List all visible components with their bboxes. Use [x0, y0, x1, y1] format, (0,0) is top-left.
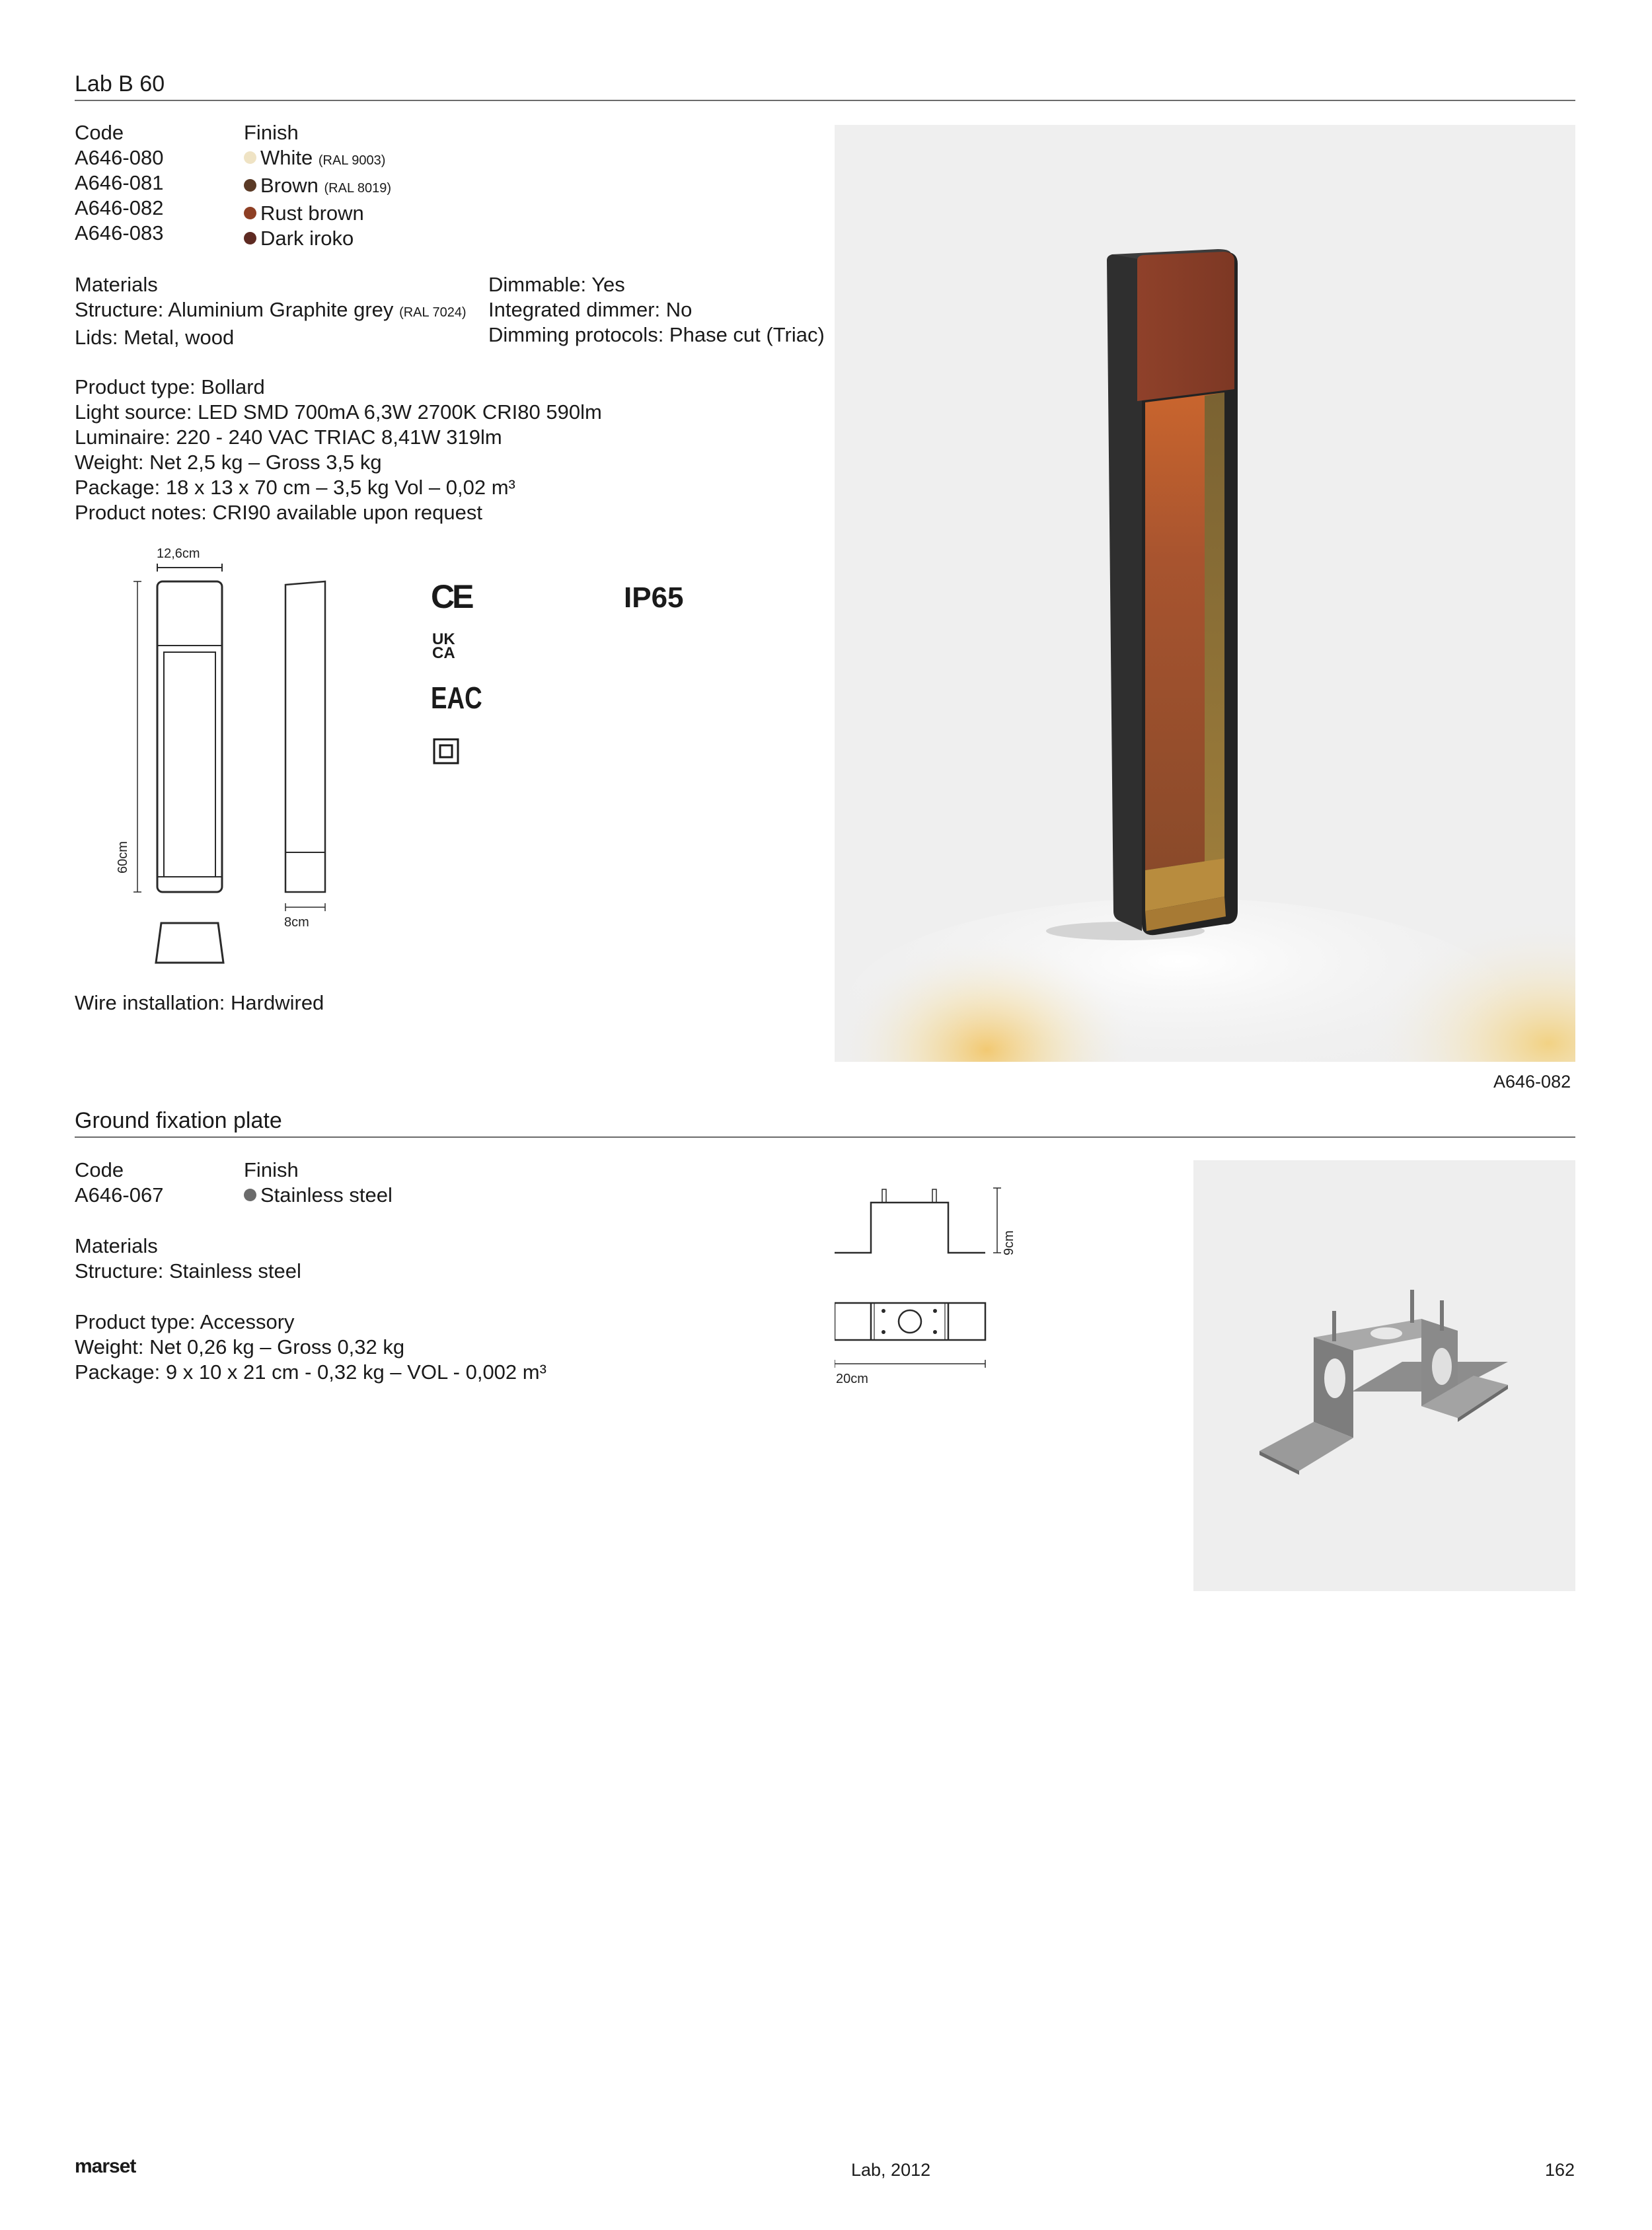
finish-label: Stainless steel	[260, 1183, 393, 1207]
accessory-materials	[75, 1234, 301, 1284]
code-header: Code	[75, 121, 124, 144]
ukca-mark-icon	[432, 632, 455, 660]
variant-code: A646-080	[75, 146, 164, 169]
finish-item	[244, 173, 391, 201]
footer-center: Lab, 2012	[851, 2160, 931, 2180]
bollard-illustration	[835, 125, 1575, 1062]
specs-block	[75, 375, 602, 525]
page-title: Lab B 60	[75, 71, 165, 96]
plate-product-photo	[1193, 1160, 1575, 1591]
depth-dimension-label: 8cm	[284, 915, 309, 930]
variant-code: A646-083	[75, 221, 164, 244]
finish-header: Finish	[244, 1158, 299, 1181]
width-dimension-label: 12,6cm	[157, 546, 200, 561]
finish-ral: (RAL 8019)	[324, 181, 392, 196]
materials-block	[75, 272, 467, 350]
image-caption: A646-082	[1493, 1072, 1571, 1092]
bollard-product-photo	[835, 125, 1575, 1062]
finish-swatch	[244, 207, 256, 219]
materials-structure: Structure: Stainless steel	[75, 1259, 301, 1282]
brand-logo: marset	[75, 2155, 136, 2177]
dimmable: Dimmable: Yes	[488, 273, 625, 296]
finish-ral: (RAL 9003)	[318, 153, 386, 168]
accessory-code-column	[75, 1158, 163, 1208]
variant-code: A646-081	[75, 171, 164, 194]
finish-swatch	[244, 179, 256, 192]
finish-item	[244, 226, 391, 251]
section-title: Ground fixation plate	[75, 1108, 282, 1133]
ukca-top: UK	[432, 630, 455, 648]
finish-item	[244, 1183, 393, 1208]
ukca-bottom: CA	[432, 644, 455, 662]
section-divider	[75, 1136, 1575, 1138]
accessory-specs	[75, 1310, 546, 1385]
variant-code: A646-082	[75, 196, 164, 219]
variant-code: A646-067	[75, 1183, 164, 1207]
finish-label: Brown	[260, 174, 319, 197]
spec-line: Weight: Net 2,5 kg – Gross 3,5 kg	[75, 451, 382, 474]
finish-item	[244, 145, 391, 173]
finish-header: Finish	[244, 121, 299, 144]
code-header: Code	[75, 1158, 124, 1181]
spec-line: Product type: Accessory	[75, 1310, 295, 1333]
materials-structure	[75, 297, 467, 325]
class-ii-insulation-icon	[432, 737, 460, 765]
plate-width-label: 20cm	[836, 1372, 868, 1386]
code-column	[75, 120, 163, 246]
ce-mark-icon: CE	[431, 578, 472, 615]
spec-line: Light source: LED SMD 700mA 6,3W 2700K CRI80 590lm	[75, 400, 602, 424]
finish-label: White	[260, 146, 313, 169]
plate-height-label: 9cm	[1002, 1230, 1016, 1255]
page-number: 162	[1545, 2160, 1575, 2180]
height-dimension-label: 60cm	[116, 841, 130, 873]
finish-swatch	[244, 1189, 256, 1201]
eac-mark-icon: EAC	[431, 681, 482, 715]
finish-swatch	[244, 232, 256, 244]
bollard-technical-drawing	[126, 558, 344, 975]
spec-line: Luminaire: 220 - 240 VAC TRIAC 8,41W 319lm	[75, 426, 502, 449]
spec-line: Weight: Net 0,26 kg – Gross 0,32 kg	[75, 1335, 405, 1358]
spec-line: Package: 18 x 13 x 70 cm – 3,5 kg Vol – 0,02 m³	[75, 476, 515, 499]
fixation-plate-illustration	[1193, 1160, 1575, 1591]
spec-line: Product type: Bollard	[75, 375, 265, 398]
finish-label: Dark iroko	[260, 227, 354, 250]
finish-item	[244, 201, 391, 226]
materials-lids: Lids: Metal, wood	[75, 326, 235, 349]
materials-header: Materials	[75, 1234, 158, 1257]
spec-line: Product notes: CRI90 available upon request	[75, 501, 482, 524]
title-divider	[75, 100, 1575, 101]
structure-ral: (RAL 7024)	[399, 305, 467, 320]
finish-swatch	[244, 151, 256, 164]
plate-technical-drawing	[835, 1183, 1020, 1374]
finish-column	[244, 120, 391, 251]
finish-label: Rust brown	[260, 202, 364, 225]
structure-text: Structure: Aluminium Graphite grey	[75, 298, 394, 321]
wire-installation: Wire installation: Hardwired	[75, 991, 324, 1014]
accessory-finish-column	[244, 1158, 393, 1208]
integrated-dimmer: Integrated dimmer: No	[488, 298, 693, 321]
spec-line: Package: 9 x 10 x 21 cm - 0,32 kg – VOL - 0,002 m³	[75, 1360, 546, 1384]
dimming-protocols: Dimming protocols: Phase cut (Triac)	[488, 323, 825, 346]
ip-rating: IP65	[624, 581, 684, 614]
materials-header: Materials	[75, 273, 158, 296]
dimming-block	[488, 272, 825, 348]
